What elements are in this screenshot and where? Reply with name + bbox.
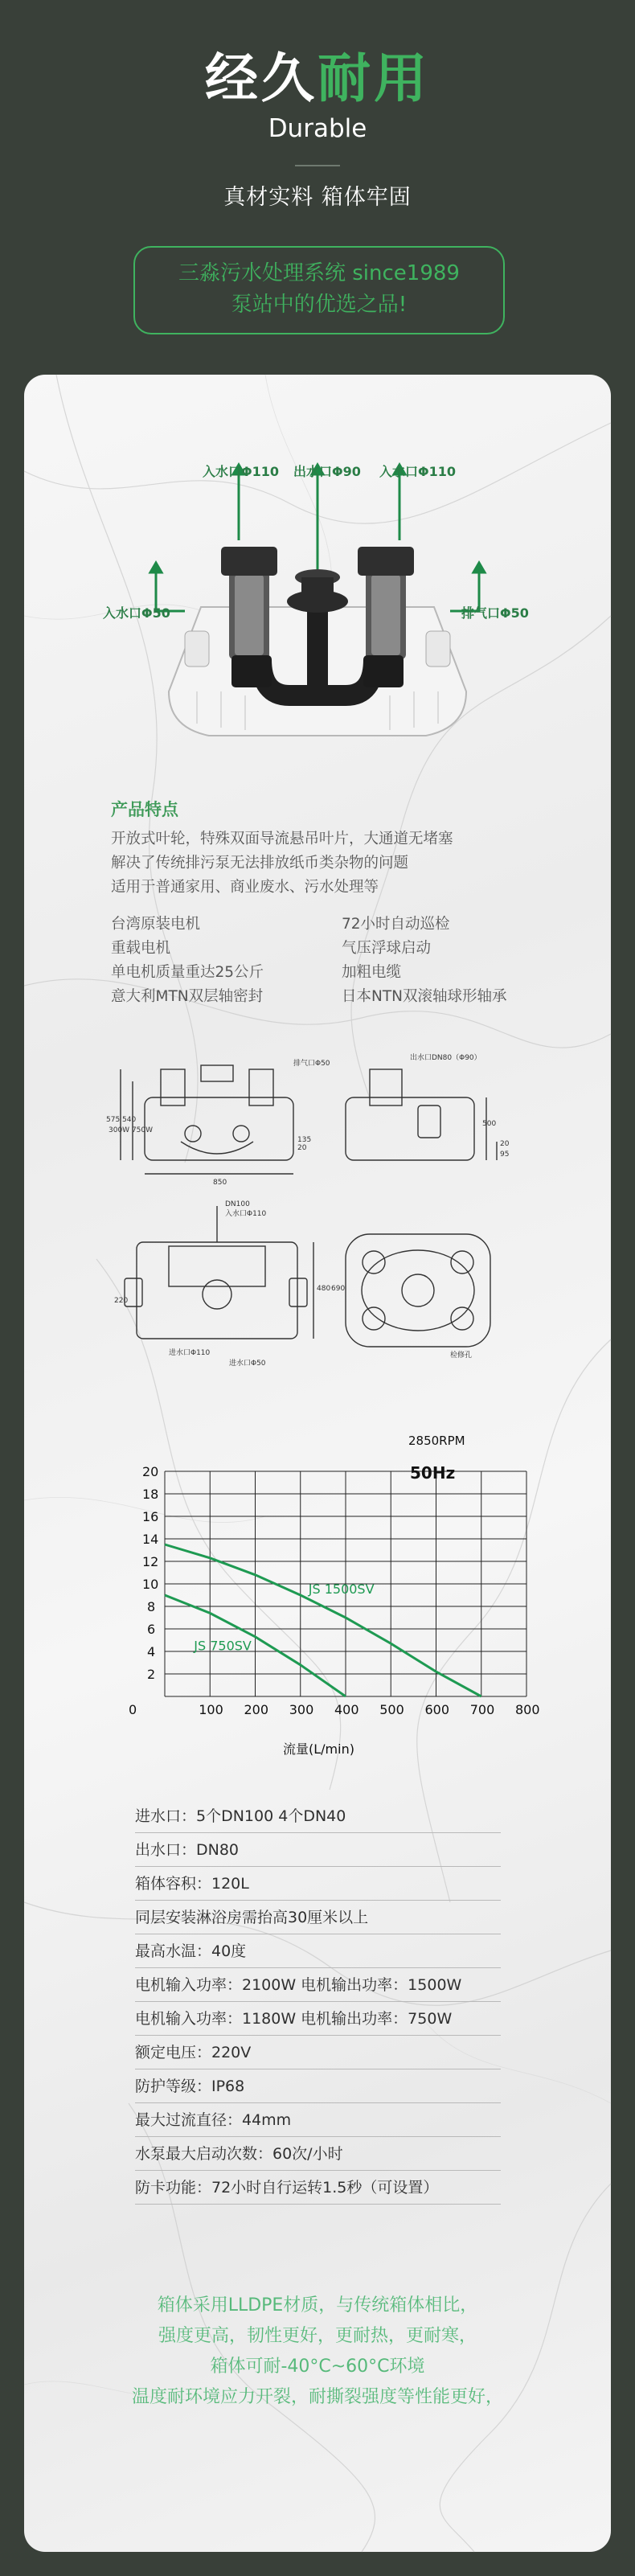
x-tick-label: 100 [199,1702,223,1717]
spec-row: 电机输入功率：2100W 电机输出功率：1500W [135,1968,501,2002]
x-axis-label: 流量(L/min) [283,1741,354,1757]
dim-690: 690 [331,1285,346,1293]
dim-220: 220 [114,1297,129,1305]
intro-line: 适用于普通家用、商业废水、污水处理等 [111,879,379,896]
series-label: JS 1500SV [308,1581,375,1597]
dim-handle: 检修孔 [450,1352,473,1360]
series-label: JS 750SV [194,1638,252,1654]
y-tick-label: 14 [142,1532,159,1547]
dim-575: 575 [106,1116,121,1124]
freq-label: 50Hz [410,1463,456,1483]
dim-95: 95 [500,1151,510,1159]
dim-500: 500 [482,1120,497,1128]
drawing-dim-labels [106,1052,510,1368]
feature-left: 意大利MTN双层轴密封 [111,988,264,1005]
intro-line: 解决了传统排污泵无法排放纸币类杂物的问题 [111,855,409,872]
dim-dn100: DN100 [225,1200,250,1208]
dim-850: 850 [213,1179,227,1187]
y-tick-label: 16 [142,1509,159,1524]
feature-left: 重载电机 [111,940,171,957]
feature-right: 72小时自动巡检 [342,916,450,933]
feature-right: 气压浮球启动 [342,940,432,957]
x-tick-label: 300 [289,1702,314,1717]
page-subtitle: Durable [268,114,367,143]
feature-left: 台湾原装电机 [111,916,201,933]
y-tick-label: 4 [147,1644,156,1659]
x-tick-label: 500 [379,1702,404,1717]
y-tick-label: 12 [142,1554,159,1569]
dim-135: 135 [297,1136,312,1144]
page-title [0,47,635,111]
title-green: 耐用 [318,47,430,109]
y-tick-label: 8 [147,1599,156,1614]
x-tick-label: 0 [129,1702,137,1717]
tagline: 真材实料 箱体牢固 [223,185,412,210]
y-tick-label: 2 [147,1667,156,1682]
spec-row: 额定电压：220V [135,2036,501,2069]
spec-row: 水泵最大启动次数：60次/小时 [135,2137,501,2171]
spec-row: 防护等级：IP68 [135,2069,501,2103]
label-inlet-side: 入水口Φ50 [103,605,170,621]
closing-line: 箱体采用LLDPE材质，与传统箱体相比， [157,2295,478,2316]
spec-row: 箱体容积：120L [135,1867,501,1901]
y-tick-label: 10 [142,1577,159,1592]
rpm-label: 2850RPM [408,1434,465,1448]
spec-row: 电机输入功率：1180W 电机输出功率：750W [135,2002,501,2036]
spec-row: 最大过流直径：44mm [135,2103,501,2137]
spec-row: 出水口：DN80 [135,1833,501,1867]
features-heading: 产品特点 [111,800,178,819]
title-white: 经久 [205,47,318,109]
dim-side-20: 20 [500,1140,510,1148]
x-tick-label: 200 [244,1702,269,1717]
label-inlet-right-top: 入水口Φ110 [379,464,457,479]
spec-row: 最高水温：40度 [135,1934,501,1968]
technical-drawings [104,1045,539,1391]
y-tick-label: 6 [147,1622,156,1637]
pump-curve-chart [104,1434,540,1781]
closing-line: 箱体可耐-40°C~60°C环境 [210,2357,425,2377]
divider [295,165,340,166]
feature-left: 单电机质量重达25公斤 [111,964,264,981]
feature-right: 日本NTN双滚轴球形轴承 [342,988,507,1005]
dim-plan-inlet-left: 进水口Φ110 [169,1349,211,1357]
dim-540: 540 [122,1116,137,1124]
spec-row: 防卡功能：72小时自行运转1.5秒（可设置） [135,2171,501,2205]
label-inlet-left-top: 入水口Φ110 [203,464,280,479]
dim-power: 300W 750W [109,1126,154,1134]
label-vent: 排气口Φ50 [461,605,529,621]
x-tick-label: 600 [424,1702,450,1717]
y-tick-label: 20 [142,1464,159,1479]
dim-plan-inlet-mid: 进水口Φ50 [229,1360,266,1368]
closing-line: 温度耐环境应力开裂，耐撕裂强度等性能更好， [131,2387,503,2407]
intro-line: 开放式叶轮，特殊双面导流悬吊叶片，大通道无堵塞 [111,831,453,847]
dim-vent: 排气口Φ50 [293,1060,330,1068]
spec-row: 同层安装淋浴房需抬高30厘米以上 [135,1901,501,1934]
feature-right: 加粗电缆 [342,964,402,981]
dim-inlet-110: 入水口Φ110 [225,1210,267,1218]
dim-20: 20 [297,1144,307,1152]
slogan-line-1: 三淼污水处理系统 since1989 [178,261,460,285]
label-outlet-top: 出水口Φ90 [293,464,361,479]
dim-outlet: 出水口DN80（Φ90） [410,1054,481,1062]
x-tick-label: 800 [515,1702,540,1717]
x-tick-label: 700 [469,1702,495,1717]
dim-480: 480 [317,1285,331,1293]
slogan-line-2: 泵站中的优选之品! [231,293,408,317]
y-tick-label: 18 [142,1487,159,1502]
spec-row: 进水口：5个DN100 4个DN40 [135,1799,501,1833]
closing-line: 强度更高，韧性更好，更耐热，更耐寒， [158,2326,477,2346]
x-tick-label: 400 [334,1702,359,1717]
